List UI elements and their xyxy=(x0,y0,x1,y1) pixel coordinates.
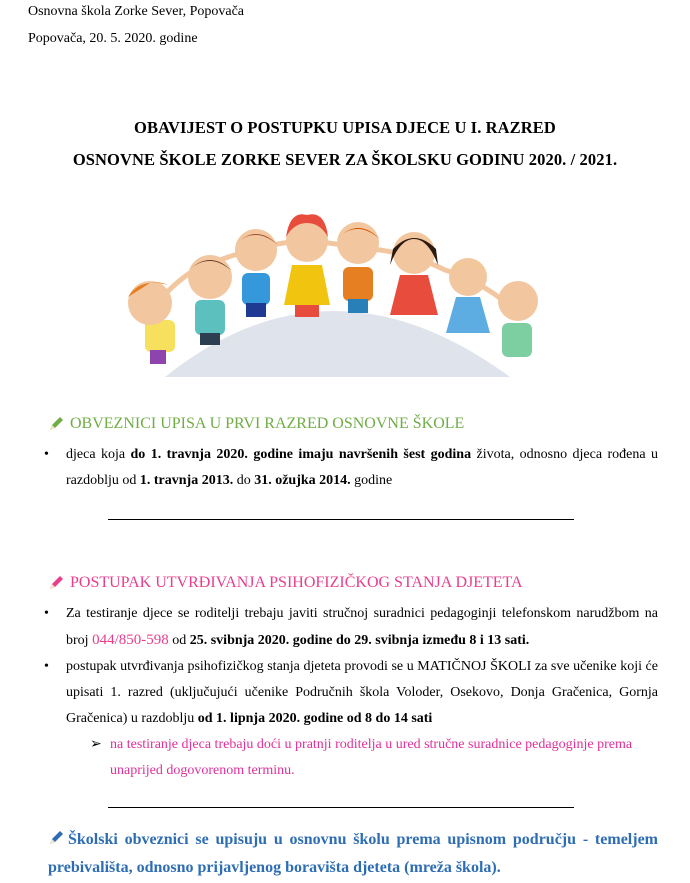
pencil-icon xyxy=(48,575,64,591)
bullet-dot-icon: • xyxy=(44,659,49,674)
school-name: Osnovna škola Zorke Sever, Popovača xyxy=(28,4,244,19)
child-figure xyxy=(284,214,330,317)
list-item: • djeca koja do 1. travnja 2020. godine imaju navršenih šest godina života, odnosno djeca rođena u razdoblju od 1. travnja 2013. do 31. ožujka 2014. godine xyxy=(44,442,658,494)
footer-note-text: Školski obveznici se upisuju u osnovnu školu prema upisnom području - temeljem prebivališta, odnosno prijavljenog boravišta djeteta (mreža škola). xyxy=(48,831,658,876)
divider xyxy=(108,519,574,520)
list-item: • Za testiranje djece se roditelji trebaju javiti stručnoj suradnici pedagoginji telefonskom narudžbom na broj 044/850-598 od 25. svibnja 2020. godine do 29. svibnja između 8 i 13 sati. xyxy=(44,601,658,654)
bullet-dot-icon: • xyxy=(44,447,49,462)
footer-note xyxy=(48,826,658,882)
divider xyxy=(108,807,574,808)
child-figure xyxy=(446,258,490,333)
child-figure xyxy=(390,232,438,315)
pencil-icon xyxy=(48,416,64,432)
section-1-heading-text: OBVEZNICI UPISA U PRVI RAZRED OSNOVNE ŠKOLE xyxy=(70,415,465,432)
section-1-heading xyxy=(48,415,464,433)
phone-number: 044/850-598 xyxy=(92,632,169,648)
title-line-2: OSNOVNE ŠKOLE ZORKE SEVER ZA ŠKOLSKU GODINU 2020. / 2021. xyxy=(72,150,618,169)
pencil-icon xyxy=(48,830,64,846)
children-illustration xyxy=(110,205,550,380)
child-figure xyxy=(498,281,538,357)
section-2-heading-text: POSTUPAK UTVRĐIVANJA PSIHOFIZIČKOG STANJA DJETETA xyxy=(70,574,523,591)
arrow-bullet-icon: ➢ xyxy=(90,737,102,752)
title-line-1: OBAVIJEST O POSTUPKU UPISA DJECE U I. RAZRED xyxy=(134,118,556,137)
child-figure xyxy=(128,281,175,364)
section-2-heading xyxy=(48,574,523,592)
place-date: Popovača, 20. 5. 2020. godine xyxy=(28,31,198,46)
bullet-dot-icon: • xyxy=(44,606,49,621)
list-item: • postupak utvrđivanja psihofizičkog stanja djeteta provodi se u MATIČNOJ ŠKOLI za sve učenike koji će upisati 1. razred (uključujući učenike Područnih škola Voloder, Osekovo, Donja Gračenica, Gornja Gračenica) u razdoblju od 1. lipnja 2020. godine od 8 do 14 sati xyxy=(44,654,658,732)
sub-list-item: ➢ na testiranje djeca trebaju doći u pratnji roditelja u ured stručne suradnice pedagoginje prema unaprijed dogovorenom terminu. xyxy=(90,732,658,784)
child-figure xyxy=(188,255,232,345)
child-figure xyxy=(337,222,380,313)
child-figure xyxy=(235,229,278,317)
